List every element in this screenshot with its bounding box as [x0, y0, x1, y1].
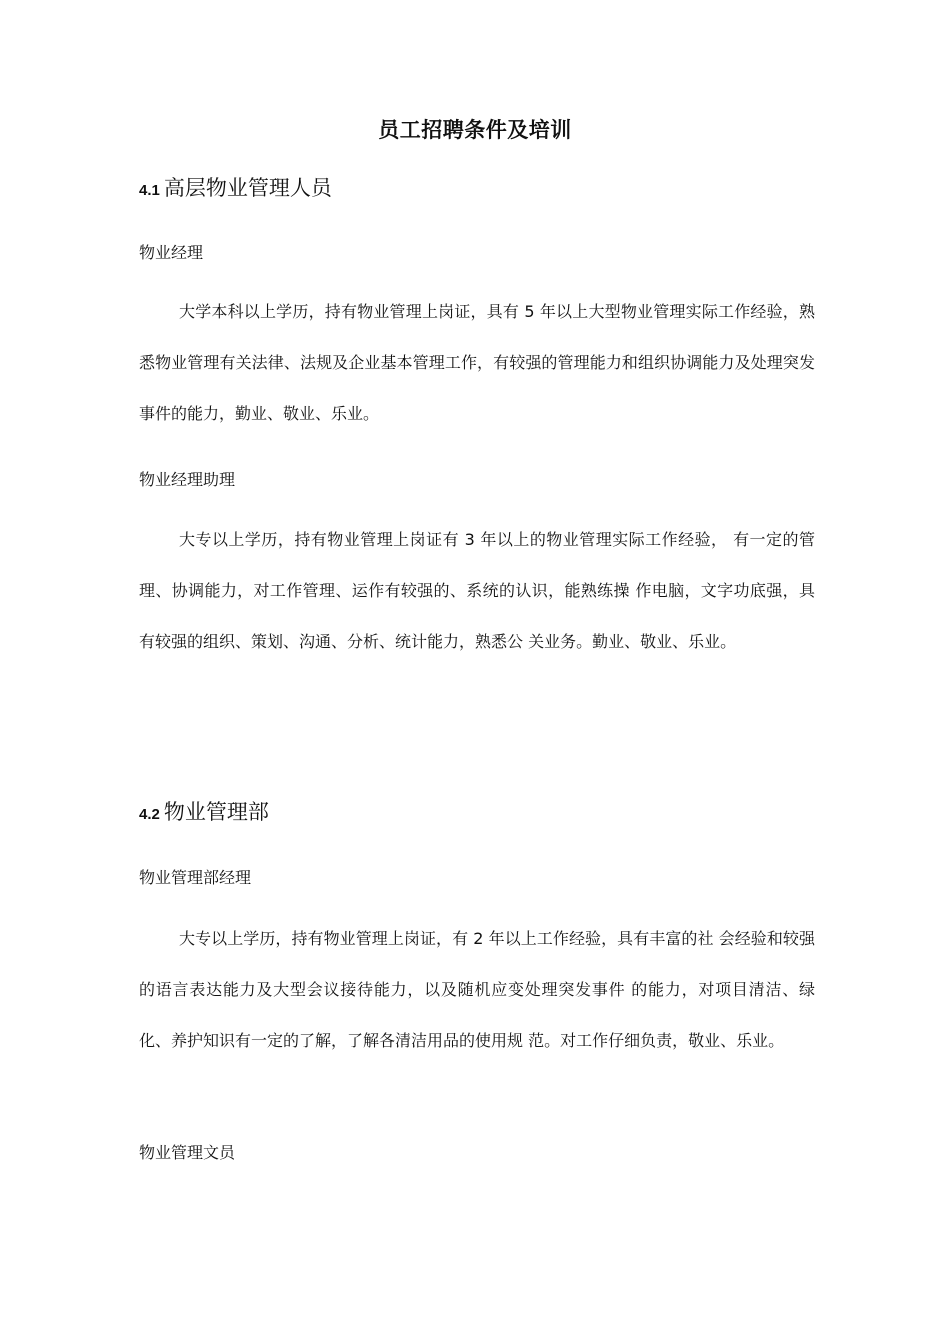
- role-heading-clerk: 物业管理文员: [139, 1143, 236, 1162]
- role-description-department-manager: 大专以上学历，持有物业管理上岗证，有 2 年以上工作经验，具有丰富的社 会经验和较强的语言表达能力及大型会议接待能力，以及随机应变处理突发事件 的能力，对项目清洁、绿化、养护知识有一定的了解，了解各清洁用品的使用规 范。对工作仔细负责，敬业、乐业。: [139, 929, 815, 1050]
- section-number: 4.1: [139, 182, 160, 199]
- section-number: 4.2: [139, 806, 160, 823]
- section-title: 物业管理部: [163, 800, 269, 824]
- section-heading-4-1: [139, 172, 332, 202]
- role-description-manager-assistant: 大专以上学历，持有物业管理上岗证有 3 年以上的物业管理实际工作经验， 有一定的管理、协调能力，对工作管理、运作有较强的、系统的认识，能熟练操 作电脑，文字功底强，具有较强的组织、策划、沟通、分析、统计能力，熟悉公 关业务。勤业、敬业、乐业。: [139, 530, 815, 651]
- role-heading-department-manager: 物业管理部经理: [139, 868, 252, 887]
- document-title: 员工招聘条件及培训: [378, 118, 572, 142]
- section-title: 高层物业管理人员: [163, 176, 332, 200]
- role-heading-property-manager: 物业经理: [139, 243, 204, 262]
- role-heading-manager-assistant: 物业经理助理: [139, 470, 236, 489]
- section-heading-4-2: [139, 796, 269, 826]
- role-description-property-manager: 大学本科以上学历，持有物业管理上岗证，具有 5 年以上大型物业管理实际工作经验，熟悉物业管理有关法律、法规及企业基本管理工作，有较强的管理能力和组织协调能力及处理突发事件的能力，勤业、敬业、乐业。: [139, 302, 815, 423]
